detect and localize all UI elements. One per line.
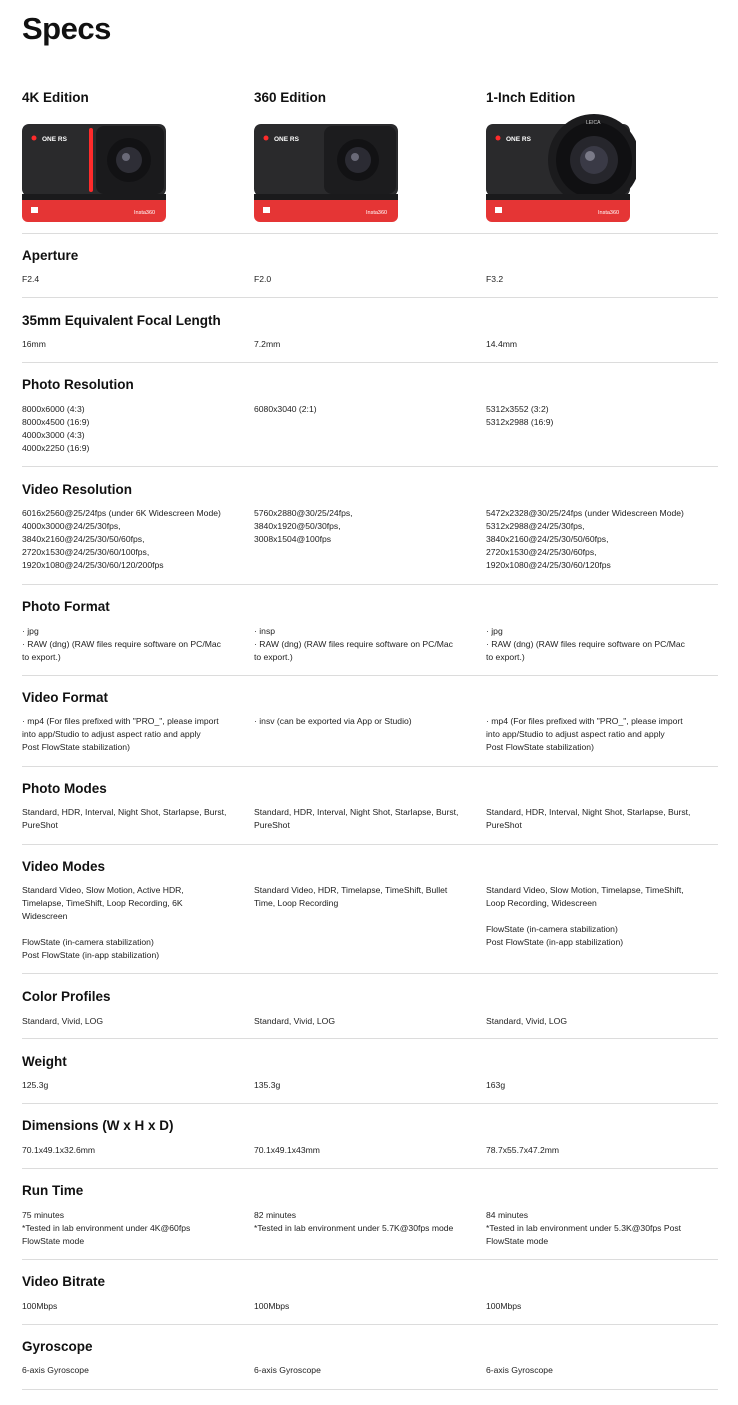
camera-brand: Insta360 [598, 210, 620, 216]
spec-value: Standard Video, Slow Motion, Active HDR, Timelapse, TimeShift, Loop Recording, 6K Widescreen FlowState (in-camera stabilization) Post FlowState (in-app stabilization) [22, 885, 184, 960]
spec-value: 5472x2328@30/25/24fps (under Widescreen Mode) 5312x2988@24/25/30fps, 3840x2160@24/25/30/50/60fps, 2720x1530@24/25/30/60fps, 1920x1080@24/25/30/60/120fps [486, 508, 684, 570]
spec-value: 100Mbps [254, 1301, 290, 1311]
spec-value: 5760x2880@30/25/24fps, 3840x1920@50/30fps, 3008x1504@100fps [254, 508, 353, 544]
camera-360-image [254, 110, 404, 225]
edition-360-title: 360 Edition [254, 90, 327, 105]
spec-value: 82 minutes *Tested in lab environment under 5.7K@30fps mode [254, 1210, 454, 1233]
spec-value: 6-axis Gyroscope [486, 1365, 553, 1375]
spec-label: Photo Modes [22, 781, 107, 796]
spec-label: Run Time [22, 1183, 84, 1198]
spec-label: Weight [22, 1054, 67, 1069]
spec-value: 100Mbps [22, 1301, 58, 1311]
spec-label: Video Format [22, 690, 109, 705]
spec-label: Aperture [22, 248, 79, 263]
camera-1inch-image [486, 110, 636, 225]
camera-brand: Insta360 [134, 210, 156, 216]
spec-value: 135.3g [254, 1080, 281, 1090]
divider [22, 1389, 718, 1390]
divider [22, 1103, 718, 1104]
spec-label: Dimensions (W x H x D) [22, 1118, 174, 1133]
divider [22, 466, 718, 467]
spec-video-format [22, 690, 718, 705]
spec-value: F2.0 [254, 274, 272, 284]
spec-value: 8000x6000 (4:3) 8000x4500 (16:9) 4000x3000 (4:3) 4000x2250 (16:9) [22, 404, 90, 453]
spec-photo-resolution [22, 377, 718, 392]
spec-value: Standard Video, HDR, Timelapse, TimeShift, Bullet Time, Loop Recording [254, 885, 448, 908]
spec-value: Standard, HDR, Interval, Night Shot, Starlapse, Burst, PureShot [22, 807, 227, 830]
spec-weight [22, 1054, 718, 1069]
spec-label: Color Profiles [22, 989, 111, 1004]
spec-video-resolution [22, 482, 718, 497]
camera-badge: ONE RS [274, 136, 299, 143]
spec-value: 84 minutes *Tested in lab environment under 5.3K@30fps Post FlowState mode [486, 1210, 682, 1246]
spec-photo-modes [22, 781, 718, 796]
camera-badge: ONE RS [506, 136, 531, 143]
spec-value: 7.2mm [254, 339, 281, 349]
spec-value: Standard, HDR, Interval, Night Shot, Starlapse, Burst, PureShot [254, 807, 459, 830]
spec-label: 35mm Equivalent Focal Length [22, 313, 221, 328]
spec-value: 75 minutes *Tested in lab environment under 4K@60fps FlowState mode [22, 1210, 191, 1246]
spec-value: 163g [486, 1080, 506, 1090]
spec-value: · mp4 (For files prefixed with "PRO_", please import into app/Studio to adjust aspect ratio and apply Post FlowState stabilization) [486, 716, 683, 752]
divider [22, 362, 718, 363]
spec-run-time [22, 1183, 718, 1198]
spec-photo-format [22, 599, 718, 614]
spec-video-modes [22, 859, 718, 874]
spec-value: 70.1x49.1x32.6mm [22, 1145, 96, 1155]
edition-1inch-title: 1-Inch Edition [486, 90, 576, 105]
spec-value: 6080x3040 (2:1) [254, 404, 317, 414]
divider [22, 584, 718, 585]
spec-value: Standard, Vivid, LOG [22, 1016, 104, 1026]
spec-label: Video Resolution [22, 482, 133, 497]
spec-value: · insv (can be exported via App or Studio) [254, 716, 412, 726]
spec-value: 100Mbps [486, 1301, 522, 1311]
divider [22, 1324, 718, 1325]
spec-value: F2.4 [22, 274, 40, 284]
divider [22, 1038, 718, 1039]
spec-label: Gyroscope [22, 1339, 93, 1354]
spec-color-profiles [22, 989, 718, 1004]
spec-label: Video Modes [22, 859, 106, 874]
divider [22, 844, 718, 845]
spec-value: · jpg · RAW (dng) (RAW files require software on PC/Mac to export.) [22, 626, 221, 662]
divider [22, 297, 718, 298]
spec-label: Photo Format [22, 599, 110, 614]
spec-focal-length [22, 313, 718, 328]
spec-gyroscope [22, 1339, 718, 1354]
spec-value: · jpg · RAW (dng) (RAW files require software on PC/Mac to export.) [486, 626, 685, 662]
spec-value: 16mm [22, 339, 46, 349]
edition-4k-title: 4K Edition [22, 90, 89, 105]
divider [22, 675, 718, 676]
page-title: Specs [22, 11, 111, 46]
spec-value: 78.7x55.7x47.2mm [486, 1145, 560, 1155]
spec-value: 14.4mm [486, 339, 518, 349]
spec-dimensions [22, 1118, 718, 1133]
camera-badge: ONE RS [42, 136, 67, 143]
divider [22, 1259, 718, 1260]
spec-aperture [22, 248, 718, 263]
spec-value: 6-axis Gyroscope [254, 1365, 321, 1375]
spec-value: 5312x3552 (3:2) 5312x2988 (16:9) [486, 404, 554, 427]
spec-value: Standard, HDR, Interval, Night Shot, Starlapse, Burst, PureShot [486, 807, 691, 830]
camera-4k-image [22, 110, 172, 225]
spec-value: 125.3g [22, 1080, 49, 1090]
spec-value: 6016x2560@25/24fps (under 6K Widescreen Mode) 4000x3000@24/25/30fps, 3840x2160@24/25/30/50/60fps, 2720x1530@24/25/30/60/100fps, 1920x1080@24/25/30/60/120/200fps [22, 508, 221, 570]
spec-value: 70.1x49.1x43mm [254, 1145, 320, 1155]
divider [22, 766, 718, 767]
divider [22, 1168, 718, 1169]
spec-value: · mp4 (For files prefixed with "PRO_", please import into app/Studio to adjust aspect ratio and apply Post FlowState stabilization) [22, 716, 219, 752]
spec-label: Photo Resolution [22, 377, 134, 392]
spec-value: Standard, Vivid, LOG [486, 1016, 568, 1026]
spec-value: Standard, Vivid, LOG [254, 1016, 336, 1026]
divider [22, 973, 718, 974]
divider [22, 233, 718, 234]
spec-value: Standard Video, Slow Motion, Timelapse, TimeShift, Loop Recording, Widescreen FlowState (in-camera stabilization) Post FlowState (in-app stabilization) [486, 885, 684, 947]
spec-value: · insp · RAW (dng) (RAW files require software on PC/Mac to export.) [254, 626, 453, 662]
spec-video-bitrate [22, 1274, 718, 1289]
lens-brand: LEICA [586, 120, 601, 126]
spec-value: 6-axis Gyroscope [22, 1365, 89, 1375]
spec-value: F3.2 [486, 274, 504, 284]
spec-label: Video Bitrate [22, 1274, 106, 1289]
camera-brand: Insta360 [366, 210, 388, 216]
